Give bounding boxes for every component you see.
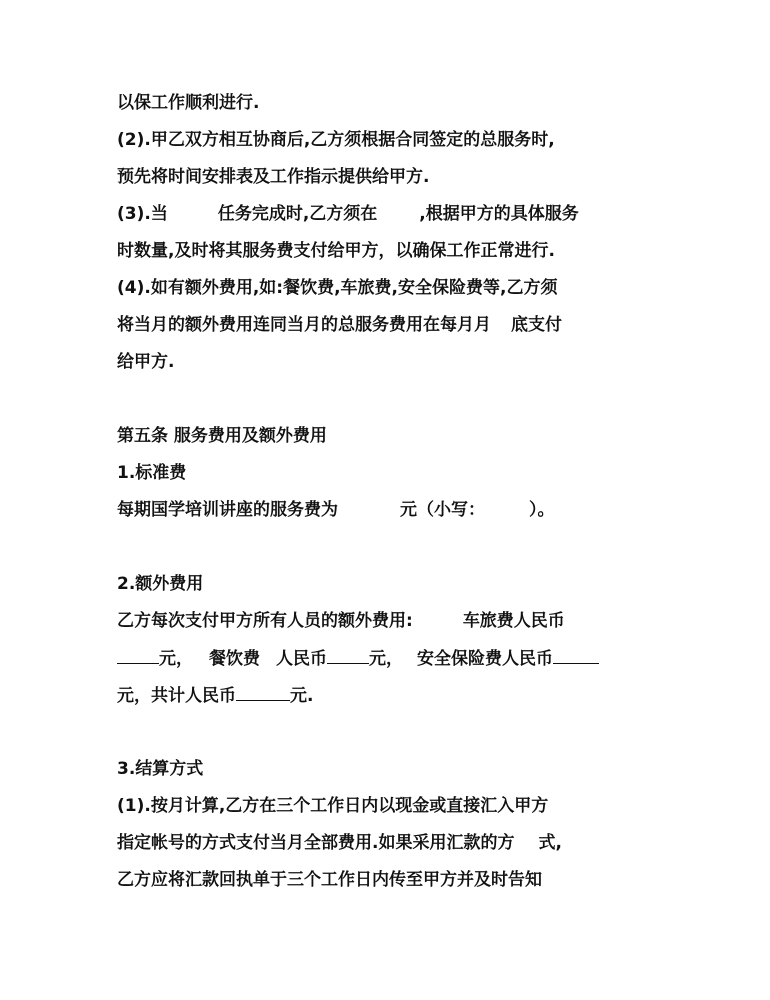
text-segment: 元. — [290, 686, 314, 706]
extra-fee-line — [117, 610, 565, 632]
clause-line — [117, 314, 562, 336]
clause-line: 以保工作顺利进行. — [117, 93, 260, 113]
settlement-clause-1: (1).按月计算,乙方在三个工作日内以现金或直接汇入甲方 — [117, 796, 549, 816]
fill-in-blank[interactable] — [117, 647, 159, 664]
text-segment: 人民币 — [276, 649, 327, 669]
text-segment: 元， — [369, 649, 403, 669]
text-segment: 式, — [538, 833, 562, 853]
section-2-heading: 2.额外费用 — [117, 574, 204, 594]
text-segment: 将当月的额外费用连同当月的总服务费用在每月月 — [117, 315, 491, 335]
text-segment: 安全保险费人民币 — [417, 649, 553, 669]
extra-fee-line — [117, 684, 313, 707]
clause-line: 预先将时间安排表及工作指示提供给甲方. — [117, 167, 430, 187]
clause-3 — [117, 203, 579, 225]
fill-in-blank[interactable] — [553, 647, 599, 664]
text-segment: 每期国学培训讲座的服务费为 — [117, 500, 338, 520]
settlement-line — [117, 832, 562, 854]
text-segment: 元， — [159, 649, 193, 669]
text-segment: ,根据甲方的具体服务 — [419, 204, 579, 224]
clause-line: 时数量,及时将其服务费支付给甲方，以确保工作正常进行. — [117, 241, 555, 261]
article-5-heading: 第五条 服务费用及额外费用 — [117, 426, 327, 446]
text-segment: 元，共计人民币 — [117, 686, 236, 706]
fill-in-blank[interactable] — [327, 647, 369, 664]
section-3-heading: 3.结算方式 — [117, 759, 204, 779]
text-segment: 乙方每次支付甲方所有人员的额外费用: — [117, 611, 413, 631]
text-segment: ）。 — [529, 500, 555, 520]
settlement-line: 乙方应将汇款回执单于三个工作日内传至甲方并及时告知 — [117, 870, 542, 890]
text-segment: (3).当 — [117, 204, 168, 224]
clause-4: (4).如有额外费用,如:餐饮费,车旅费,安全保险费等,乙方须 — [117, 278, 558, 298]
fill-in-blank[interactable] — [236, 684, 290, 701]
text-segment: 元（小写： — [400, 500, 485, 520]
section-1-heading: 1.标准费 — [117, 463, 187, 483]
clause-line: 给甲方. — [117, 352, 175, 372]
text-segment: 车旅费人民币 — [462, 611, 565, 631]
extra-fee-line — [117, 647, 599, 670]
text-segment: 指定帐号的方式支付当月全部费用.如果采用汇款的方 — [117, 833, 515, 853]
text-segment: 餐饮费 — [209, 649, 260, 669]
standard-fee-line — [117, 499, 555, 521]
text-segment: 底支付 — [511, 315, 562, 335]
clause-2: (2).甲乙双方相互协商后,乙方须根据合同签定的总服务时, — [117, 130, 555, 150]
text-segment: 任务完成时,乙方须在 — [217, 204, 378, 224]
